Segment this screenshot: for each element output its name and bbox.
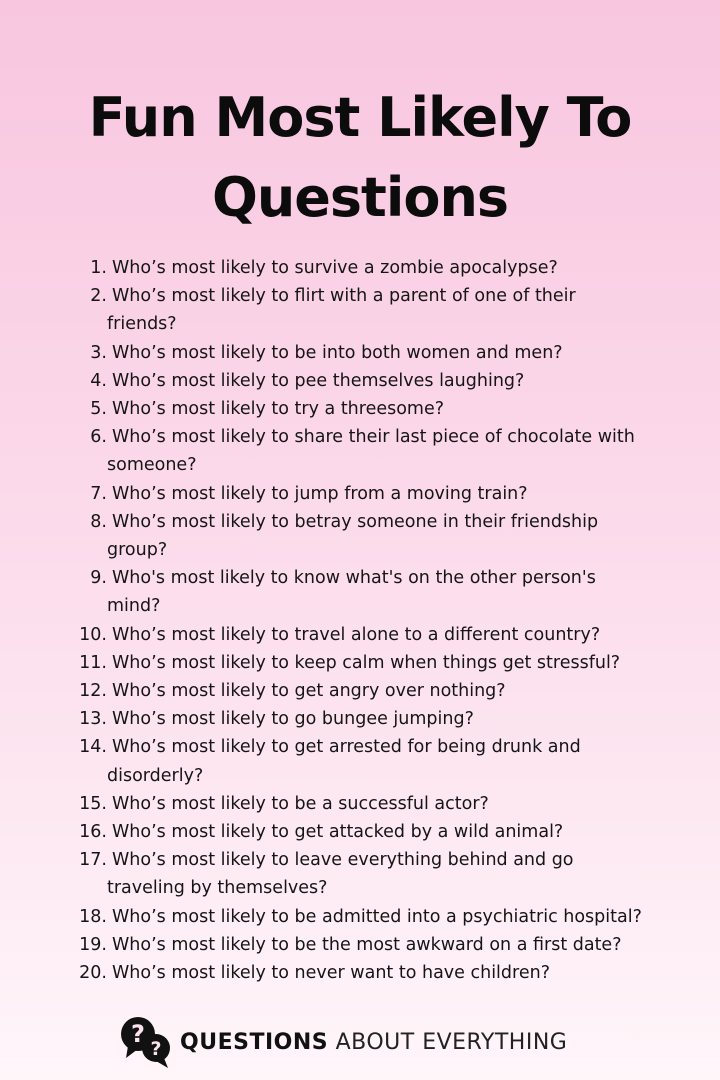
- question-item-10: [74, 621, 674, 649]
- question-number: 15.: [79, 793, 107, 814]
- question-number: 6.: [90, 427, 107, 448]
- page-title-line-2: Questions: [211, 166, 509, 229]
- question-number: 19.: [79, 934, 107, 955]
- question-item-20: [74, 959, 674, 987]
- question-number: 18.: [79, 906, 107, 927]
- question-text: Who’s most likely to get attacked by a wild animal?: [112, 822, 564, 843]
- question-marks-logo-icon: [118, 1014, 174, 1070]
- brand-name-bold: QUESTIONS: [180, 1029, 329, 1055]
- question-text: Who’s most likely to get angry over nothing?: [112, 681, 506, 702]
- question-text: Who’s most likely to jump from a moving train?: [112, 483, 528, 504]
- question-item-19: [74, 931, 674, 959]
- question-number: 13.: [79, 709, 107, 730]
- questions-list: [74, 254, 674, 987]
- question-text: Who’s most likely to be into both women and men?: [112, 342, 563, 363]
- question-text: Who's most likely to know what's on the other person's: [112, 568, 596, 589]
- question-item-18: [74, 903, 674, 931]
- question-number: 3.: [90, 342, 107, 363]
- question-number: 12.: [79, 681, 107, 702]
- question-text: Who’s most likely to flirt with a parent of one of their: [112, 286, 576, 307]
- question-item-12: [74, 677, 674, 705]
- question-number: 8.: [90, 511, 107, 532]
- page-title-line-1: Fun Most Likely To: [88, 86, 632, 149]
- brand-name: [180, 1030, 567, 1055]
- question-text: Who’s most likely to survive a zombie apocalypse?: [112, 258, 558, 278]
- question-number: 2.: [90, 286, 107, 307]
- question-number: 7.: [90, 483, 107, 504]
- question-text: Who’s most likely to travel alone to a different country?: [112, 624, 601, 645]
- brand-name-light: ABOUT EVERYTHING: [335, 1029, 568, 1055]
- question-text: Who’s most likely to leave everything behind and go: [112, 850, 574, 871]
- question-item-15: [74, 790, 674, 818]
- question-text-continued: someone?: [107, 455, 197, 476]
- svg-text:?: ?: [131, 1020, 145, 1048]
- question-item-3: [74, 339, 674, 367]
- question-number: 20.: [79, 963, 107, 984]
- question-number: 14.: [79, 737, 107, 758]
- question-item-16: [74, 818, 674, 846]
- question-text: Who’s most likely to be the most awkward on a first date?: [112, 934, 622, 955]
- question-text: Who’s most likely to be a successful actor?: [112, 793, 489, 814]
- question-number: 17.: [79, 850, 107, 871]
- question-text-continued: mind?: [107, 596, 161, 617]
- question-item-17: [74, 846, 674, 902]
- question-text: Who’s most likely to try a threesome?: [112, 399, 445, 420]
- question-item-8: [74, 508, 674, 564]
- question-text-continued: traveling by themselves?: [107, 878, 328, 899]
- question-number: 9.: [90, 568, 107, 589]
- question-item-13: [74, 705, 674, 733]
- question-text: Who’s most likely to share their last piece of chocolate with: [112, 427, 635, 448]
- question-item-5: [74, 395, 674, 423]
- question-text-continued: friends?: [107, 314, 177, 335]
- question-number: 1.: [90, 258, 107, 278]
- svg-text:?: ?: [150, 1038, 162, 1060]
- question-text: Who’s most likely to betray someone in their friendship: [112, 511, 599, 532]
- question-item-2: [74, 282, 674, 338]
- question-item-11: [74, 649, 674, 677]
- question-text: Who’s most likely to get arrested for being drunk and: [112, 737, 581, 758]
- question-text: Who’s most likely to keep calm when things get stressful?: [112, 652, 621, 673]
- question-item-1: [74, 254, 674, 282]
- question-text: Who’s most likely to never want to have children?: [112, 963, 550, 984]
- question-text-continued: disorderly?: [107, 765, 204, 786]
- question-text: Who’s most likely to be admitted into a psychiatric hospital?: [112, 906, 642, 927]
- question-number: 11.: [79, 652, 107, 673]
- question-text: Who’s most likely to go bungee jumping?: [112, 709, 474, 730]
- question-text-continued: group?: [107, 540, 168, 561]
- brand-footer: [118, 1014, 567, 1070]
- question-number: 10.: [79, 624, 107, 645]
- question-number: 5.: [90, 399, 107, 420]
- question-text: Who’s most likely to pee themselves laughing?: [112, 370, 525, 391]
- question-item-14: [74, 733, 674, 789]
- question-item-7: [74, 480, 674, 508]
- question-item-9: [74, 564, 674, 620]
- question-number: 16.: [79, 822, 107, 843]
- question-number: 4.: [90, 370, 107, 391]
- question-item-6: [74, 423, 674, 479]
- question-item-4: [74, 367, 674, 395]
- page-title: [0, 78, 720, 238]
